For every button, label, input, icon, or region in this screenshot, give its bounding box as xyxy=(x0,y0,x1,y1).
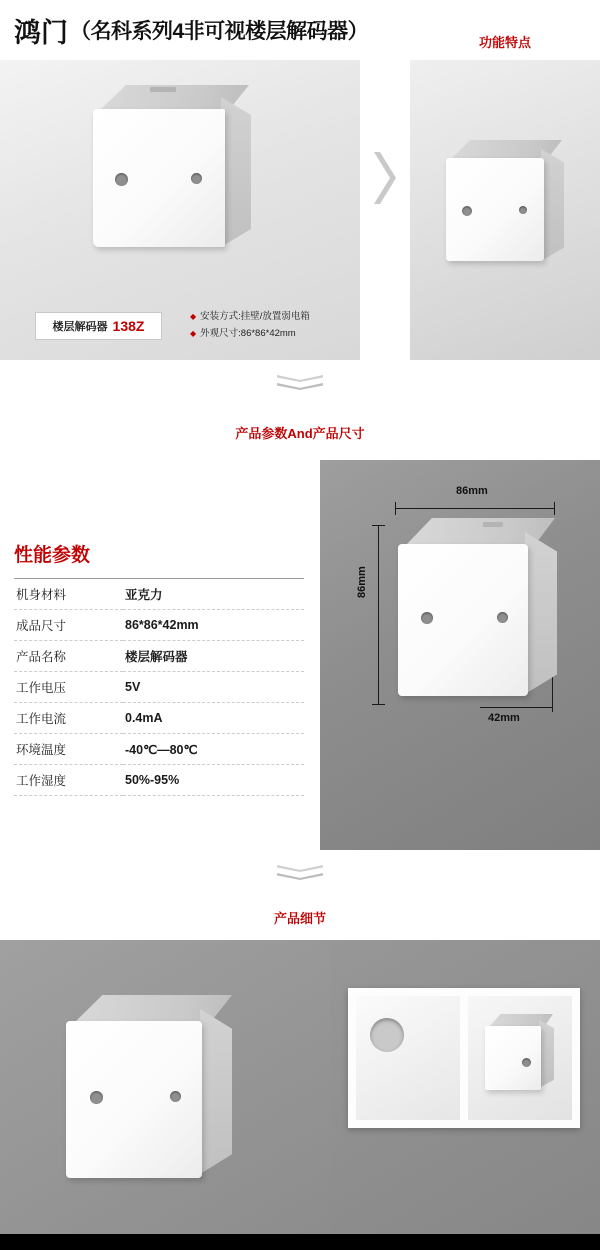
page-header xyxy=(0,0,600,60)
diamond-bullet-icon: ◆ xyxy=(190,312,197,321)
device-hole-right xyxy=(522,1058,531,1067)
table-row xyxy=(14,610,304,641)
list-item xyxy=(190,310,360,324)
dim-line-width xyxy=(395,508,555,509)
device-front-face xyxy=(446,158,544,261)
device-hole-left xyxy=(115,173,128,186)
device-side-face xyxy=(200,1009,232,1174)
device-hole-left xyxy=(421,612,433,624)
closeup-left-panel xyxy=(356,996,460,1120)
spec-value: 86*86*42mm xyxy=(125,618,199,632)
spec-key: 产品名称 xyxy=(16,650,67,664)
bottom-strip xyxy=(0,1234,600,1250)
device-illustration-detail xyxy=(60,995,250,1195)
section-caption-params: 产品参数And产品尺寸 xyxy=(235,426,365,441)
top-product-section xyxy=(0,35,600,360)
chevron-down-icon xyxy=(277,865,323,887)
spec-table xyxy=(14,578,304,796)
right-arrow-icon xyxy=(372,148,402,208)
device-illustration-closeup xyxy=(482,1014,562,1102)
detail-closeup-card xyxy=(348,988,580,1128)
model-badge xyxy=(35,312,162,340)
spec-key: 工作电流 xyxy=(16,712,67,726)
spec-value: -40℃—80℃ xyxy=(125,742,198,757)
spec-bullets xyxy=(190,310,360,344)
table-row xyxy=(14,641,304,672)
spec-key: 工作电压 xyxy=(16,681,67,695)
device-side-face xyxy=(539,1020,554,1088)
dim-tick-height-top xyxy=(372,525,385,526)
device-illustration-dimension xyxy=(393,518,573,713)
device-front-face xyxy=(66,1021,202,1178)
detail-section xyxy=(0,940,600,1250)
spec-key: 工作湿度 xyxy=(16,774,67,788)
diamond-bullet-icon: ◆ xyxy=(190,329,197,338)
table-row xyxy=(14,703,304,734)
detail-photo-left xyxy=(0,940,330,1250)
spec-value: 楼层解码器 xyxy=(125,650,188,664)
table-row xyxy=(14,734,304,765)
device-hole-right xyxy=(519,206,527,214)
bullet-text: 安装方式:挂壁/放置弱电箱 xyxy=(200,311,310,322)
device-hole-left xyxy=(462,206,472,216)
main-product-photo xyxy=(0,60,360,360)
dim-label-height: 86mm xyxy=(356,566,368,598)
closeup-hole xyxy=(370,1018,404,1052)
device-hole-right xyxy=(191,173,202,184)
device-front-face xyxy=(398,544,528,696)
dim-tick-height-bottom xyxy=(372,704,385,705)
divider-chevron-2 xyxy=(0,865,600,892)
model-label: 楼层解码器 xyxy=(52,321,108,333)
spec-value: 50%-95% xyxy=(125,773,180,787)
spec-key: 环境温度 xyxy=(16,743,67,757)
params-section xyxy=(0,460,600,850)
list-item xyxy=(190,327,360,341)
spec-value: 0.4mA xyxy=(125,711,163,725)
spec-value: 亚克力 xyxy=(125,588,163,602)
device-illustration-main xyxy=(85,85,265,265)
model-value: 138Z xyxy=(112,318,145,334)
device-front-face xyxy=(93,109,225,247)
feature-title: 功能特点 xyxy=(478,35,531,50)
dim-tick-width-right xyxy=(554,502,555,515)
closeup-right-panel xyxy=(468,996,572,1120)
dim-label-depth: 42mm xyxy=(488,712,520,724)
divider-chevron-1 xyxy=(0,375,600,402)
device-side-face xyxy=(221,97,251,247)
table-row xyxy=(14,579,304,610)
detail-photo-right xyxy=(330,940,600,1250)
dim-label-width: 86mm xyxy=(456,485,488,497)
performance-title: 性能参数 xyxy=(14,545,91,566)
dimension-diagram-photo xyxy=(320,460,600,850)
device-notch xyxy=(483,522,503,527)
device-side-face xyxy=(525,532,557,694)
table-row xyxy=(14,765,304,796)
page-title: （名科系列4非可视楼层解码器） xyxy=(70,20,369,43)
device-hole-left xyxy=(90,1091,103,1104)
device-side-face xyxy=(541,149,564,261)
bullet-text: 外观尺寸:86*86*42mm xyxy=(200,328,296,339)
brand-logo: 鸿门 xyxy=(14,17,68,48)
spec-value: 5V xyxy=(125,680,141,694)
chevron-down-icon xyxy=(277,375,323,397)
device-hole-right xyxy=(170,1091,181,1102)
spec-key: 成品尺寸 xyxy=(16,619,67,633)
section-caption-details: 产品细节 xyxy=(273,911,326,926)
feature-product-photo xyxy=(410,60,600,360)
device-notch xyxy=(150,87,176,92)
dim-tick-width-left xyxy=(395,502,396,515)
device-illustration-feature xyxy=(440,140,575,275)
device-front-face xyxy=(485,1026,541,1090)
table-row xyxy=(14,672,304,703)
device-hole-right xyxy=(497,612,508,623)
dim-line-height xyxy=(378,525,379,705)
spec-key: 机身材料 xyxy=(16,588,67,602)
